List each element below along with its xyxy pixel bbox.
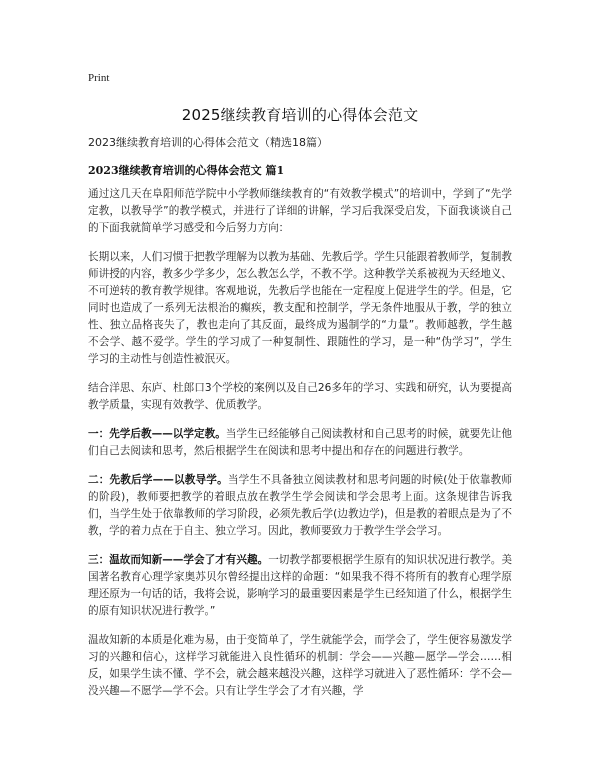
print-link[interactable]: Print	[88, 72, 110, 84]
paragraph	[88, 249, 512, 368]
paragraph	[88, 552, 512, 620]
section-heading: 2023继续教育培训的心得体会范文 篇1	[88, 164, 285, 177]
paragraph	[88, 186, 512, 237]
paragraph	[88, 472, 512, 540]
paragraph-lead: 二：先教后学——以教导学。	[88, 474, 228, 486]
article-body	[88, 186, 512, 712]
paragraph-text: 结合洋思、东庐、杜郎口3个学校的案例以及自己26多年的学习、实践和研究，认为要提高教学质量，实现有效教学、优质教学。	[88, 382, 512, 411]
paragraph	[88, 380, 512, 414]
paragraph-text: 温故知新的本质是化难为易，由于变简单了，学生就能学会，而学会了，学生便容易激发学习的兴趣和信心，这样学习就能进入良性循环的机制：学会——兴趣—愿学—学会……相反，如果学生读不懂、学不会，就会越来越没兴趣，这样学习就进入了恶性循环：学不会—没兴趣—不愿学—学不会。只有让学生学会了才有兴趣，学	[88, 634, 512, 697]
paragraph-text: 一切教学都要根据学生原有的知识状况进行教学。美国著名教育心理学家奥苏贝尔曾经提出这样的命题：“如果我不得不将所有的教育心理学原理还原为一句话的话，我将会说，影响学习的最重要因素是学生已经知道了什么，根据学生的原有知识状况进行教学。”	[88, 554, 513, 617]
page-title: 2025继续教育培训的心得体会范文	[181, 106, 419, 124]
paragraph-lead: 三：温故而知新——学会了才有兴趣。	[88, 554, 269, 566]
paragraph-text: 长期以来，人们习惯于把教学理解为以教为基础、先教后学。学生只能跟着教师学，复制教师讲授的内容，教多少学多少，怎么教怎么学，不教不学。这种教学关系被视为天经地义、不可逆转的教育教学规律。客观地说，先教后学也能在一定程度上促进学生的学。但是，它同时也造成了一系列无法根治的癫疾，教支配和控制学，学无条件地服从于教，学的独立性、独立品格丧失了，教也走向了其反面，最终成为遏制学的“力量”。教师越教，学生越不会学、越不爱学。学生的学习成了一种复制性、跟随性的学习，是一种“伪学习”，学生学习的主动性与创造性被泯灭。	[88, 251, 512, 365]
paragraph-text: 当学生已经能够自己阅读教材和自己思考的时候，就要先让他们自己去阅读和思考，然后根据学生在阅读和思考中提出和存在的问题进行教学。	[88, 428, 512, 457]
paragraph	[88, 632, 512, 700]
paragraph	[88, 426, 512, 460]
document-subtitle: 2023继续教育培训的心得体会范文（精选18篇）	[88, 136, 328, 149]
paragraph-lead: 一：先学后教——以学定教。	[88, 428, 226, 440]
paragraph-text: 当学生不具备独立阅读教材和思考问题的时候(处于依靠教师的阶段)，教师要把教学的着眼点放在教学生学会阅读和学会思考上面。这条规律告诉我们，当学生处于依靠教师的学习阶段，必须先教后学(边教边学)，但是教的着眼点是为了不教，学的着力点在于自主、独立学习。因此，教师要致力于教学生学会学习。	[88, 474, 512, 537]
paragraph-text: 通过这几天在阜阳师范学院中小学教师继续教育的“有效教学模式”的培训中，学到了“先学定教，以教导学”的教学模式，并进行了详细的讲解，学习后我深受启发，下面我谈谈自己的下面我就简单学习感受和今后努力方向：	[88, 188, 512, 234]
